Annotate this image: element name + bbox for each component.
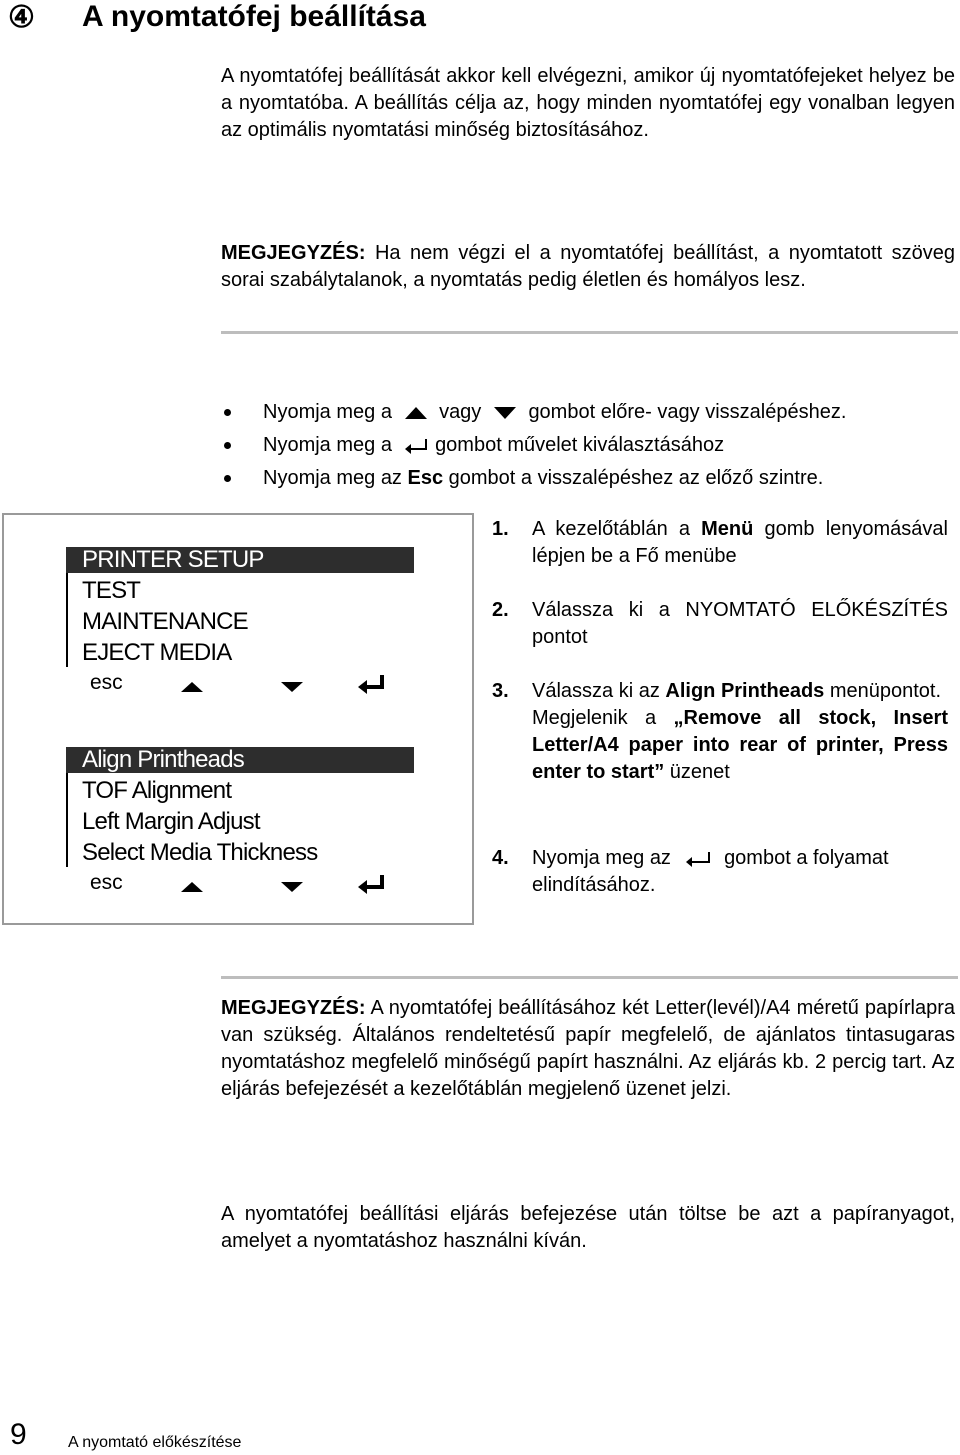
step-text: gombot a folyamat elindításához. xyxy=(532,847,889,896)
bullet-text: gombot a visszalépéshez az előző szintre. xyxy=(443,467,824,489)
lcd-item: Left Margin Adjust xyxy=(82,808,260,835)
bullet-icon xyxy=(224,475,231,482)
step-4 xyxy=(492,845,948,899)
footer-chapter-title: A nyomtató előkészítése xyxy=(68,1434,242,1451)
page-number: 9 xyxy=(10,1418,27,1451)
bullet-text: gombot művelet kiválasztásához xyxy=(435,434,725,456)
esc-key-label: Esc xyxy=(407,467,444,489)
lcd-item: TEST xyxy=(82,577,141,604)
divider xyxy=(221,976,958,979)
lcd-esc-label: esc xyxy=(90,671,123,694)
step-text: gomb lenyomásával lépjen be a Fő menübe xyxy=(532,518,948,567)
up-arrow-icon xyxy=(180,681,204,693)
step-text: Nyomja meg az xyxy=(532,847,671,869)
step-text: menüpontot. xyxy=(824,680,942,702)
step-3 xyxy=(492,678,948,786)
lcd-item-selected: PRINTER SETUP xyxy=(66,547,414,573)
lcd-item: EJECT MEDIA xyxy=(82,639,232,666)
lcd-item: TOF Alignment xyxy=(82,777,232,804)
step-2 xyxy=(492,597,948,651)
section-number: ④ xyxy=(8,1,35,34)
lcd-item: MAINTENANCE xyxy=(82,608,248,635)
list-item xyxy=(221,462,951,495)
step-number: 1. xyxy=(492,518,509,540)
enter-icon xyxy=(356,673,386,695)
lcd-item: Select Media Thickness xyxy=(82,839,318,866)
menu-item-label: Align Printheads xyxy=(665,680,825,702)
list-item xyxy=(221,396,951,429)
lcd-screen-setup-menu xyxy=(66,743,416,866)
step-number: 2. xyxy=(492,599,509,621)
step-1 xyxy=(492,516,948,570)
page-title: A nyomtatófej beállítása xyxy=(82,0,426,33)
step-text: Válassza ki a NYOMTATÓ ELŐKÉSZÍTÉS pontot xyxy=(532,599,948,648)
lcd-screen-main-menu xyxy=(66,543,416,666)
lcd-panel-illustration xyxy=(2,513,474,925)
lcd-esc-label: esc xyxy=(90,871,123,894)
divider xyxy=(221,331,958,334)
closing-paragraph: A nyomtatófej beállítási eljárás befejezése után töltse be azt a papíranyagot, amelyet a nyomtatáshoz használni kíván. xyxy=(221,1203,955,1252)
note-1 xyxy=(221,240,955,294)
lcd-item-selected: Align Printheads xyxy=(66,747,414,773)
bullet-text: vagy xyxy=(439,401,482,423)
step-text: A kezelőtáblán a xyxy=(532,518,702,540)
instruction-list xyxy=(221,396,951,495)
note-1-label: MEGJEGYZÉS: xyxy=(221,242,366,264)
down-arrow-icon xyxy=(493,406,517,420)
note-2-label: MEGJEGYZÉS: xyxy=(221,997,366,1019)
enter-icon xyxy=(404,438,428,454)
menu-button-label: Menü xyxy=(701,518,754,540)
step-text: Megjelenik a xyxy=(532,707,674,729)
step-text: üzenet xyxy=(664,761,730,783)
bullet-text: gombot előre- vagy visszalépéshez. xyxy=(528,401,847,423)
enter-icon xyxy=(356,873,386,895)
step-number: 3. xyxy=(492,680,509,702)
bullet-text: Nyomja meg a xyxy=(263,434,392,456)
step-number: 4. xyxy=(492,847,509,869)
display-message: „Remove all stock, Insert Letter/A4 paper into rear of printer, Press enter to start” xyxy=(532,707,949,783)
bullet-text: Nyomja meg az xyxy=(263,467,408,489)
intro-paragraph: A nyomtatófej beállítását akkor kell elvégezni, amikor új nyomtatófejeket helyez be a nyomtatóba. A beállítás célja az, hogy minden nyomtatófej egy vonalban legyen az optimális nyomtatási minőség biztosításához. xyxy=(221,65,955,141)
down-arrow-icon xyxy=(280,681,304,693)
enter-icon xyxy=(685,851,711,867)
up-arrow-icon xyxy=(404,406,428,420)
down-arrow-icon xyxy=(280,881,304,893)
bullet-icon xyxy=(224,409,231,416)
note-1-text: Ha nem végzi el a nyomtatófej beállítást, a nyomtatott szöveg sorai szabálytalanok, a nyomtatás pedig életlen és homályos lesz. xyxy=(221,242,955,291)
up-arrow-icon xyxy=(180,881,204,893)
note-2-text: A nyomtatófej beállításához két Letter(levél)/A4 méretű papírlapra van szükség. Általános rendeltetésű papír megfelelő, de ajánlatos tintasugaras nyomtatáshoz megfelelő minőségű papírt használni. Az eljárás kb. 2 percig tart. Az eljárás befejezését a kezelőtáblán megjelenő üzenet jelzi. xyxy=(221,997,955,1100)
step-text: Válassza ki az xyxy=(532,680,666,702)
bullet-icon xyxy=(224,442,231,449)
note-2 xyxy=(221,995,955,1103)
list-item xyxy=(221,429,951,462)
bullet-text: Nyomja meg a xyxy=(263,401,392,423)
